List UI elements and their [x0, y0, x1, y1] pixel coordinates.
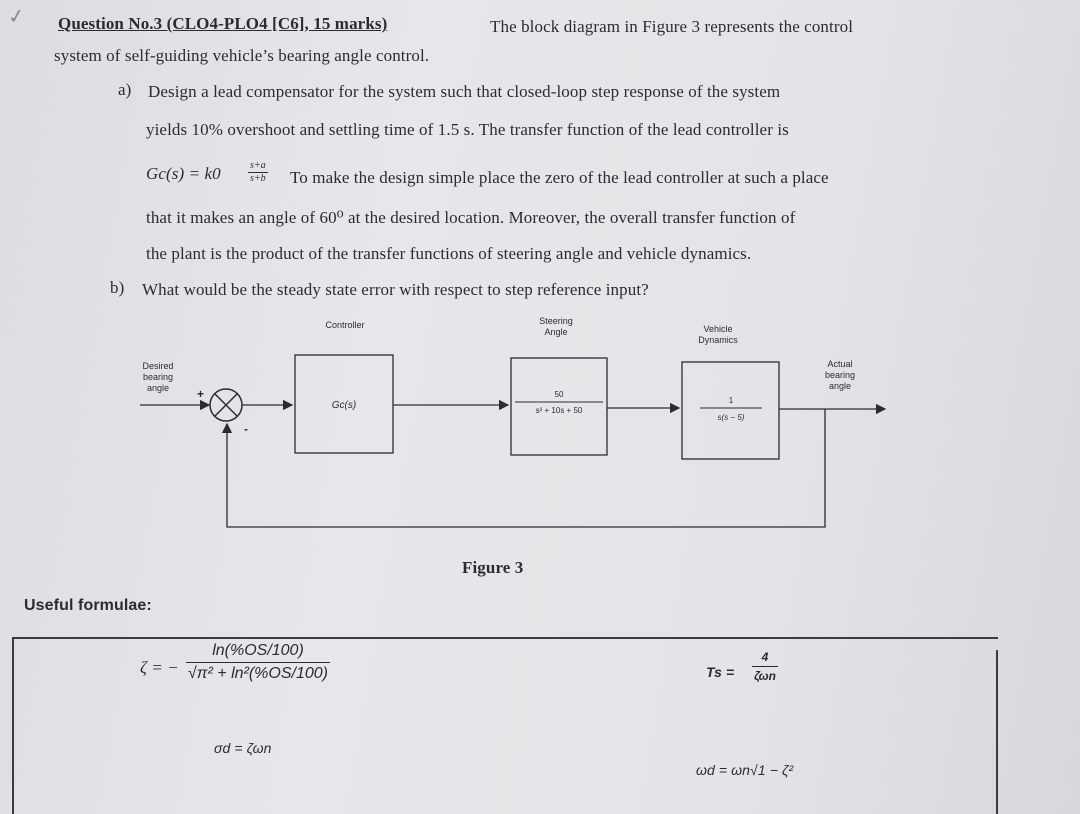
zeta-numerator: ln(%OS/100): [186, 640, 330, 663]
steering-label-line2: Angle: [544, 327, 568, 337]
figure-caption: Figure 3: [462, 558, 524, 577]
question-intro-line1: The block diagram in Figure 3 represents the control: [490, 17, 854, 36]
formulae-heading: Useful formulae:: [24, 597, 152, 614]
part-a-line1: Design a lead compensator for the system such that closed-loop step response of the system: [148, 82, 781, 101]
output-label-line2: bearing: [824, 370, 856, 380]
feedback-path: [227, 409, 825, 527]
input-label-line3: angle: [146, 383, 170, 393]
lead-controller-denominator: s+b: [250, 173, 266, 184]
part-a-marker: a): [118, 80, 132, 99]
ts-numerator: 4: [752, 648, 778, 667]
part-b-marker: b): [110, 278, 125, 297]
output-label-line1: Actual: [827, 359, 853, 369]
question-title: Question No.3 (CLO4-PLO4 [C6], 15 marks): [58, 14, 388, 33]
part-a-line2: yields 10% overshoot and settling time of 1.5 s. The transfer function of the lead controller is: [146, 120, 789, 139]
ts-denominator: ζωn: [754, 669, 776, 683]
ts-formula-fraction: [752, 648, 778, 685]
vehicle-block: [682, 362, 779, 459]
block-diagram: [0, 300, 1080, 540]
part-a-line3: To make the design simple place the zero of the lead controller at such a place: [290, 168, 829, 187]
zeta-denominator: √π² + ln²(%OS/100): [188, 665, 328, 682]
ts-formula-lhs: Ts =: [706, 664, 735, 680]
steering-label-line1: Steering: [539, 316, 573, 326]
zeta-formula-fraction: [186, 640, 330, 685]
formula-box-right: [996, 650, 998, 814]
part-a-line5: the plant is the product of the transfer functions of steering angle and vehicle dynamics.: [146, 244, 752, 263]
lead-controller-fraction: [248, 160, 268, 185]
question-intro-line2: system of self-guiding vehicle’s bearing angle control.: [54, 46, 430, 65]
part-a-line4: that it makes an angle of 60⁰ at the desired location. Moreover, the overall transfer function of: [146, 208, 796, 227]
zeta-formula-lhs: ζ = −: [140, 658, 179, 677]
minus-sign: -: [244, 422, 248, 436]
input-label-line1: Desired: [142, 361, 174, 371]
controller-label: Controller: [325, 320, 365, 330]
controller-tf: Gc(s): [331, 400, 357, 411]
plus-sign: +: [197, 387, 205, 401]
formula-box-left: [12, 637, 14, 814]
steering-denominator: s² + 10s + 50: [535, 406, 583, 415]
omega-formula: ωd = ωn√1 − ζ²: [696, 762, 794, 778]
lead-controller-formula: Gc(s) = k0: [146, 164, 221, 183]
check-mark-icon: ✓: [6, 4, 27, 30]
vehicle-numerator: 1: [728, 396, 734, 405]
vehicle-label-line1: Vehicle: [703, 324, 733, 334]
input-label-line2: bearing: [142, 372, 174, 382]
part-b-line1: What would be the steady state error with respect to step reference input?: [142, 280, 649, 299]
vehicle-label-line2: Dynamics: [698, 335, 738, 345]
lead-controller-numerator: s+a: [250, 160, 266, 171]
steering-numerator: 50: [554, 390, 564, 399]
summing-junction: [210, 389, 242, 421]
output-label-line3: angle: [828, 381, 852, 391]
sigma-formula: σd = ζωn: [214, 740, 272, 756]
formula-box-top: [12, 637, 998, 639]
vehicle-denominator: s(s − 5): [717, 413, 745, 422]
